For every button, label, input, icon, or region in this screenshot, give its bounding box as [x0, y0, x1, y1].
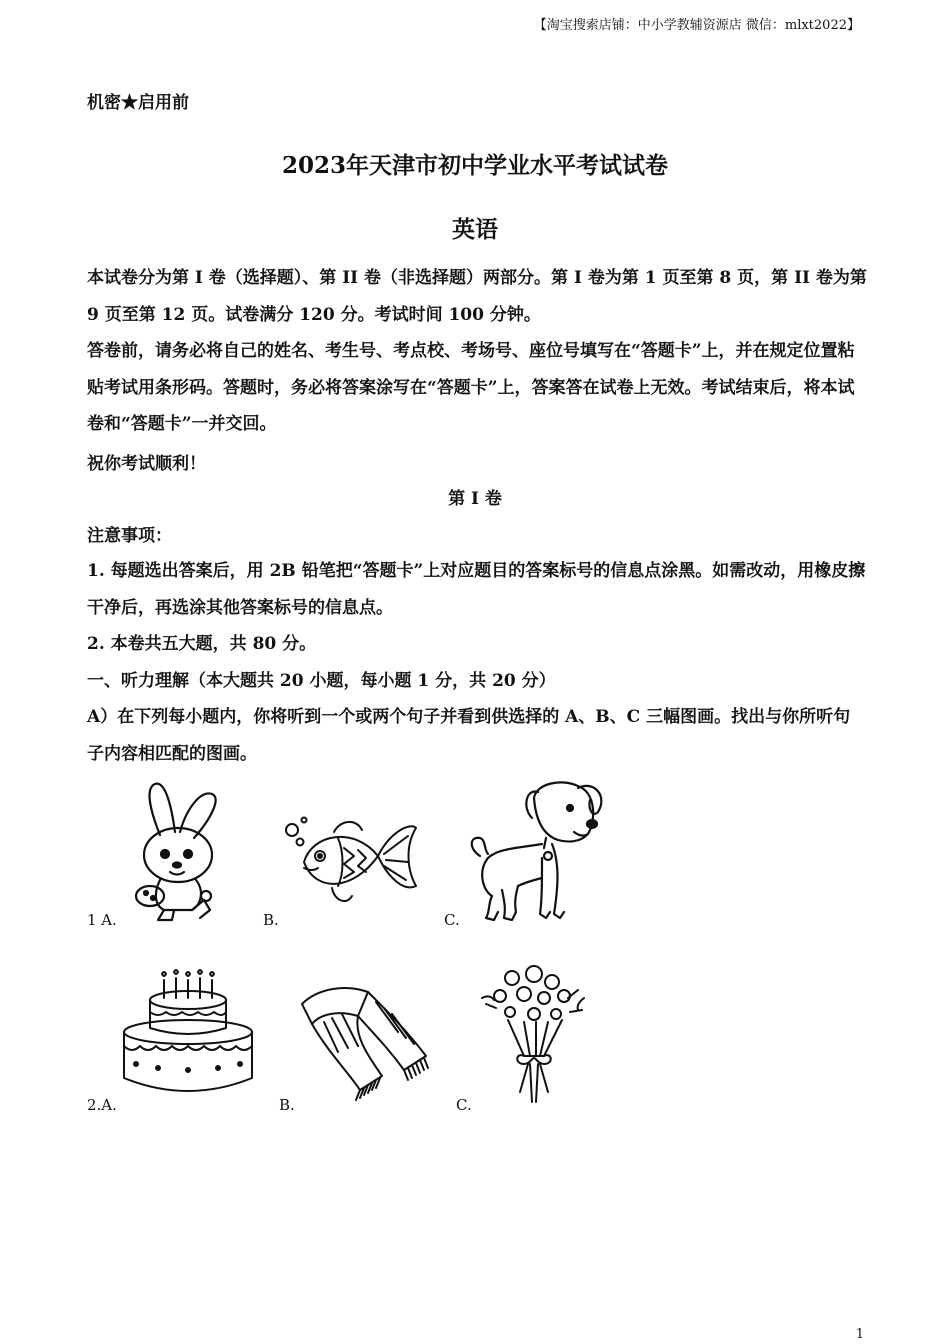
q1-option-a-label: 1 A.: [87, 911, 117, 929]
page-number: 1: [855, 1327, 864, 1342]
flowers-icon: [478, 964, 593, 1106]
q2-option-a-label: 2.A.: [87, 1096, 117, 1114]
section-title: 第 I 卷: [448, 489, 502, 509]
part1-heading: 一、听力理解（本大题共 20 小题，每小题 1 分，共 20 分）: [87, 671, 556, 691]
q2-option-b-label: B.: [279, 1096, 295, 1114]
header-note: 【淘宝搜索店铺：中小学教辅资源店 微信：mlxt2022】: [533, 18, 860, 33]
intro-paragraph-2: 答卷前，请务必将自己的姓名、考生号、考点校、考场号、座位号填写在“答题卡”上，并在规定位置粘贴考试用条形码。答题时，务必将答案涂写在“答题卡”上，答案答在试卷上无效。考试结束后，将本试卷和“答题卡”一并交回。: [87, 341, 855, 434]
note-2: 2. 本卷共五大题，共 80 分。: [87, 634, 317, 654]
q1-option-b-label: B.: [263, 911, 279, 929]
q1-option-c-label: C.: [444, 911, 460, 929]
cake-icon: [118, 968, 258, 1100]
page-title: 2023年天津市初中学业水平考试试卷: [281, 152, 668, 179]
fish-icon: [282, 812, 422, 912]
note-1: 1. 每题选出答案后，用 2B 铅笔把“答题卡”上对应题目的答案标号的信息点涂黑。如需改动，用橡皮擦干净后，再选涂其他答案标号的信息点。: [87, 561, 866, 618]
part1-instruction: A）在下列每小题内，你将听到一个或两个句子并看到供选择的 A、B、C 三幅图画。找出与你所听句子内容相匹配的图画。: [87, 707, 851, 764]
subject-title: 英语: [452, 216, 498, 243]
q2-option-c-label: C.: [456, 1096, 472, 1114]
scarf-icon: [298, 982, 436, 1106]
dog-icon: [462, 778, 607, 926]
intro-paragraph-3: 祝你考试顺利！: [87, 454, 206, 474]
intro-paragraph-1: 本试卷分为第 I 卷（选择题）、第 II 卷（非选择题）两部分。第 I 卷为第 1 页至第 8 页，第 II 卷为第 9 页至第 12 页。试卷满分 120 分。考试时间 100 分钟。: [87, 268, 867, 325]
confidential-mark: 机密★启用前: [87, 93, 189, 113]
notes-heading: 注意事项：: [87, 526, 172, 546]
rabbit-icon: [120, 780, 245, 925]
